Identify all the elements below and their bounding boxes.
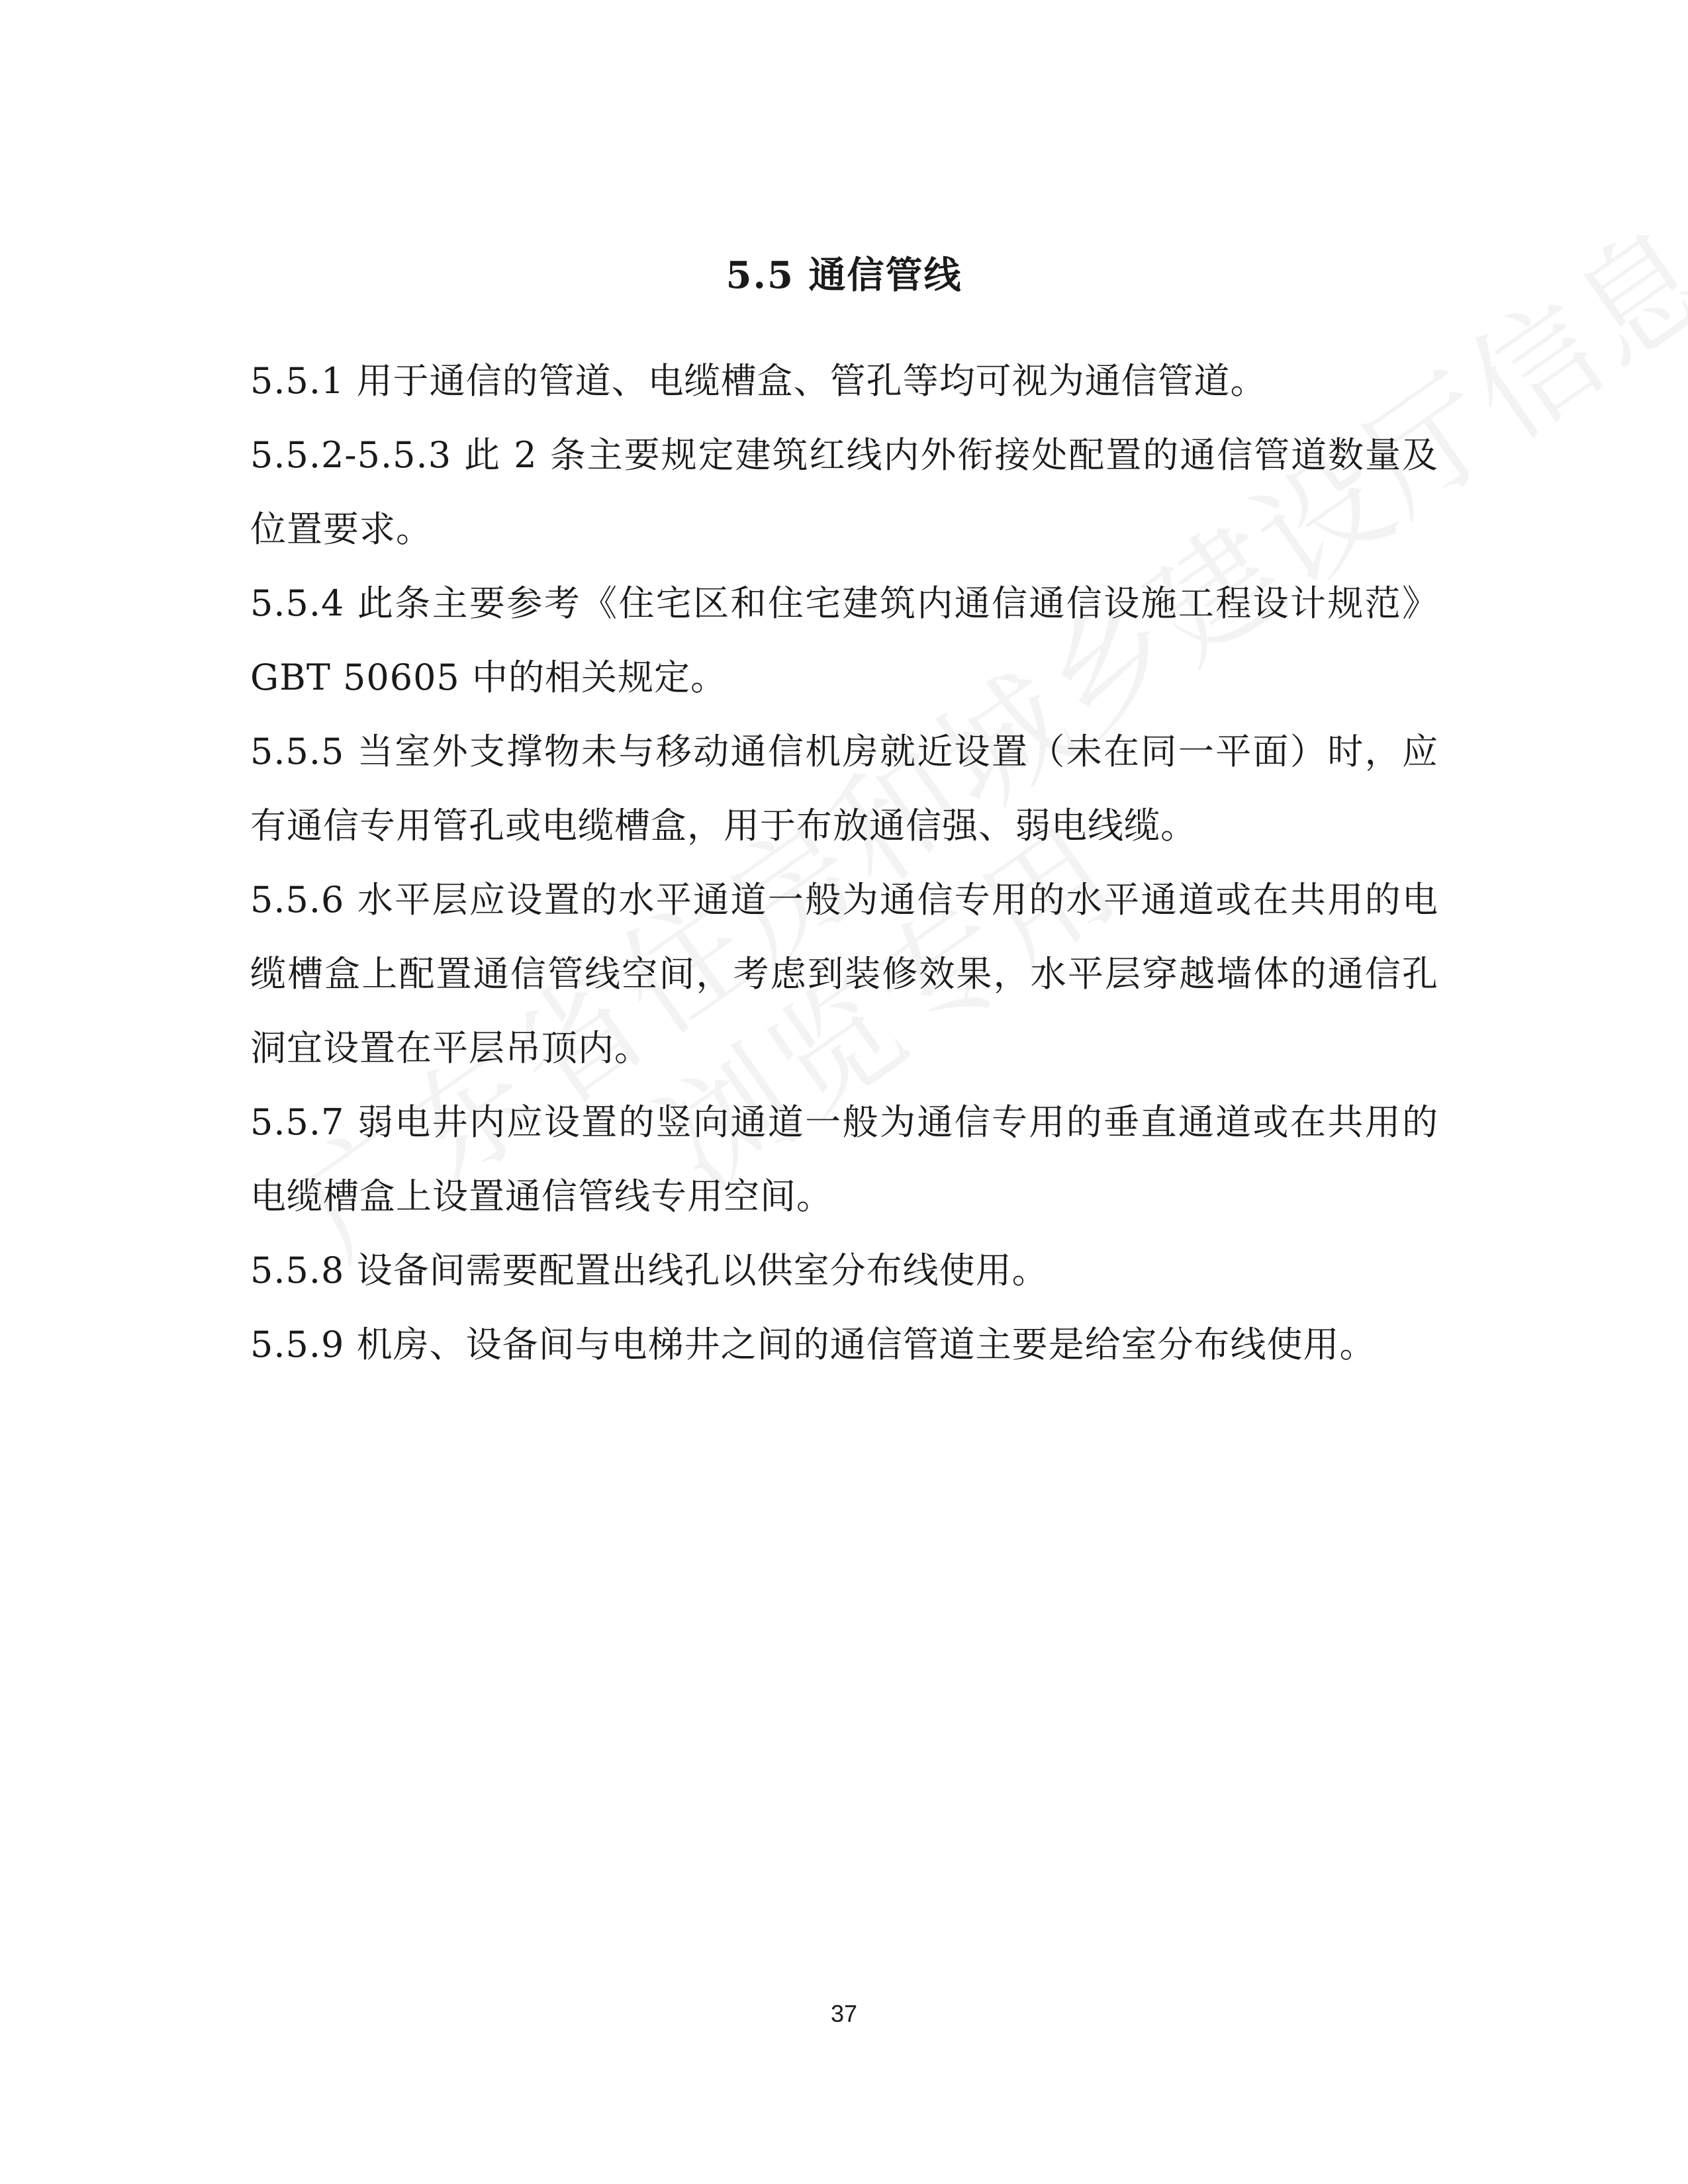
paragraph-5-5-9: 5.5.9 机房、设备间与电梯井之间的通信管道主要是给室分布线使用。 (250, 1324, 1376, 1365)
section-body (250, 344, 1438, 1382)
page-number: 37 (830, 2000, 858, 2027)
paragraph-5-5-2-5-5-3: 5.5.2-5.5.3 此 2 条主要规定建筑红线内外衔接处配置的通信管道数量及位置要求。 (250, 434, 1438, 550)
paragraph-5-5-1: 5.5.1 用于通信的管道、电缆槽盒、管孔等均可视为通信管道。 (250, 360, 1267, 402)
paragraph-5-5-5: 5.5.5 当室外支撑物未与移动通信机房就近设置（未在同一平面）时，应有通信专用管孔或电缆槽盒，用于布放通信强、弱电线缆。 (250, 731, 1438, 846)
paragraph-5-5-8: 5.5.8 设备间需要配置出线孔以供室分布线使用。 (250, 1250, 1049, 1291)
section-title: 5.5 通信管线 (726, 253, 962, 297)
paragraph-5-5-6: 5.5.6 水平层应设置的水平通道一般为通信专用的水平通道或在共用的电缆槽盒上配置通信管线空间，考虑到装修效果，水平层穿越墙体的通信孔洞宜设置在平层吊顶内。 (250, 879, 1438, 1069)
paragraph-5-5-4: 5.5.4 此条主要参考《住宅区和住宅建筑内通信通信设施工程设计规范》GBT 50605 中的相关规定。 (250, 582, 1438, 698)
paragraph-5-5-7: 5.5.7 弱电井内应设置的竖向通道一般为通信专用的垂直通道或在共用的电缆槽盒上设置通信管线专用空间。 (250, 1101, 1438, 1217)
